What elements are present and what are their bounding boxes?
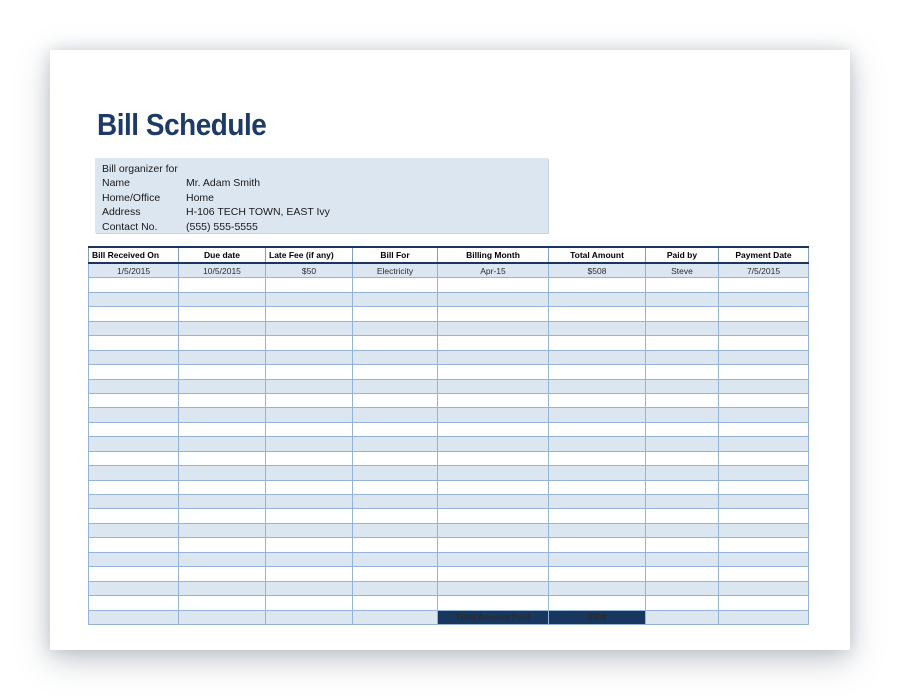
empty-cell[interactable] <box>89 480 179 494</box>
empty-cell[interactable] <box>353 509 438 523</box>
empty-cell[interactable] <box>719 278 809 292</box>
empty-cell[interactable] <box>646 292 719 306</box>
header-cell: Late Fee (if any) <box>266 247 353 263</box>
empty-cell[interactable] <box>89 350 179 364</box>
data-cell[interactable]: 1/5/2015 <box>89 263 179 278</box>
empty-cell[interactable] <box>266 350 353 364</box>
empty-cell[interactable] <box>438 451 549 465</box>
empty-cell[interactable] <box>179 480 266 494</box>
empty-cell[interactable] <box>549 422 646 436</box>
empty-cell[interactable] <box>549 278 646 292</box>
empty-cell[interactable] <box>353 292 438 306</box>
table-row-empty <box>89 278 809 292</box>
table-total-row <box>89 610 809 624</box>
empty-cell[interactable] <box>179 466 266 480</box>
empty-cell[interactable] <box>179 581 266 595</box>
empty-cell[interactable] <box>179 495 266 509</box>
empty-cell[interactable] <box>719 292 809 306</box>
empty-cell[interactable] <box>353 581 438 595</box>
empty-cell[interactable] <box>646 538 719 552</box>
empty-cell[interactable] <box>646 581 719 595</box>
empty-cell[interactable] <box>179 422 266 436</box>
empty-cell[interactable] <box>89 596 179 610</box>
table-row-empty <box>89 451 809 465</box>
empty-cell[interactable] <box>719 365 809 379</box>
table-row-empty <box>89 552 809 566</box>
empty-cell[interactable] <box>353 480 438 494</box>
empty-cell[interactable] <box>266 538 353 552</box>
empty-cell[interactable] <box>89 393 179 407</box>
empty-cell[interactable] <box>549 567 646 581</box>
empty-cell[interactable] <box>353 422 438 436</box>
empty-cell[interactable] <box>719 350 809 364</box>
document-page <box>50 50 850 650</box>
empty-cell[interactable] <box>179 292 266 306</box>
info-row-address <box>95 205 548 219</box>
bill-table <box>88 246 809 625</box>
empty-cell[interactable] <box>179 365 266 379</box>
empty-cell[interactable] <box>266 408 353 422</box>
header-cell: Bill Received On <box>89 247 179 263</box>
info-value-address[interactable]: H-106 TECH TOWN, EAST Ivy <box>186 206 330 219</box>
empty-cell[interactable] <box>179 567 266 581</box>
empty-cell[interactable] <box>646 567 719 581</box>
empty-cell[interactable] <box>266 393 353 407</box>
empty-cell[interactable] <box>89 379 179 393</box>
empty-cell[interactable] <box>719 552 809 566</box>
empty-cell[interactable] <box>438 292 549 306</box>
empty-cell[interactable] <box>89 538 179 552</box>
empty-cell[interactable] <box>89 581 179 595</box>
empty-cell[interactable] <box>353 437 438 451</box>
empty-cell[interactable] <box>549 336 646 350</box>
empty-cell[interactable] <box>179 393 266 407</box>
empty-cell[interactable] <box>646 523 719 537</box>
empty-cell[interactable] <box>89 567 179 581</box>
table-row-empty <box>89 292 809 306</box>
empty-cell[interactable] <box>266 365 353 379</box>
table-row-empty <box>89 307 809 321</box>
table-row-empty <box>89 523 809 537</box>
empty-cell[interactable] <box>266 552 353 566</box>
empty-cell[interactable] <box>266 596 353 610</box>
empty-cell[interactable] <box>438 350 549 364</box>
total-value-cell[interactable]: $508 <box>549 610 646 624</box>
table-row-empty <box>89 466 809 480</box>
empty-cell[interactable] <box>719 495 809 509</box>
empty-cell[interactable] <box>266 379 353 393</box>
info-value-home-office[interactable]: Home <box>186 191 215 204</box>
empty-cell[interactable] <box>438 437 549 451</box>
empty-cell[interactable] <box>179 596 266 610</box>
empty-cell[interactable] <box>266 480 353 494</box>
empty-cell[interactable] <box>646 336 719 350</box>
empty-cell[interactable] <box>353 495 438 509</box>
empty-cell[interactable] <box>353 552 438 566</box>
table-header-row <box>89 247 809 263</box>
table-row-empty <box>89 480 809 494</box>
empty-cell[interactable] <box>549 393 646 407</box>
data-cell[interactable]: Electricity <box>353 263 438 278</box>
empty-cell[interactable] <box>353 596 438 610</box>
empty-cell[interactable] <box>719 567 809 581</box>
empty-cell[interactable] <box>646 552 719 566</box>
empty-cell[interactable] <box>353 451 438 465</box>
table-row-empty <box>89 509 809 523</box>
empty-cell[interactable] <box>353 350 438 364</box>
empty-cell[interactable] <box>549 523 646 537</box>
table-row-empty <box>89 422 809 436</box>
empty-cell[interactable] <box>549 509 646 523</box>
empty-cell[interactable] <box>438 393 549 407</box>
empty-cell[interactable] <box>646 466 719 480</box>
empty-cell[interactable] <box>549 451 646 465</box>
empty-cell[interactable] <box>719 451 809 465</box>
empty-cell[interactable] <box>353 393 438 407</box>
empty-cell[interactable] <box>549 350 646 364</box>
empty-cell[interactable] <box>353 379 438 393</box>
empty-cell[interactable] <box>719 379 809 393</box>
empty-cell[interactable] <box>646 437 719 451</box>
total-label-cell: Total Amount Paid <box>438 610 549 624</box>
data-cell[interactable]: 7/5/2015 <box>719 263 809 278</box>
empty-cell[interactable] <box>89 278 179 292</box>
empty-cell[interactable] <box>89 451 179 465</box>
empty-cell[interactable] <box>438 567 549 581</box>
empty-cell[interactable] <box>266 610 353 624</box>
empty-cell[interactable] <box>646 379 719 393</box>
empty-cell[interactable] <box>266 292 353 306</box>
empty-cell[interactable] <box>549 480 646 494</box>
empty-cell[interactable] <box>646 350 719 364</box>
empty-cell[interactable] <box>89 408 179 422</box>
info-row-name <box>95 176 548 190</box>
table-row-empty <box>89 495 809 509</box>
empty-cell[interactable] <box>266 495 353 509</box>
empty-cell[interactable] <box>89 509 179 523</box>
table-row-empty <box>89 567 809 581</box>
empty-cell[interactable] <box>353 610 438 624</box>
empty-cell[interactable] <box>179 336 266 350</box>
empty-cell[interactable] <box>646 610 719 624</box>
empty-cell[interactable] <box>438 495 549 509</box>
empty-cell[interactable] <box>646 393 719 407</box>
table-row-empty <box>89 379 809 393</box>
empty-cell[interactable] <box>549 596 646 610</box>
empty-cell[interactable] <box>179 321 266 335</box>
empty-cell[interactable] <box>179 408 266 422</box>
empty-cell[interactable] <box>719 596 809 610</box>
empty-cell[interactable] <box>353 523 438 537</box>
info-row-contact <box>95 220 548 234</box>
empty-cell[interactable] <box>438 307 549 321</box>
empty-cell[interactable] <box>266 581 353 595</box>
empty-cell[interactable] <box>353 538 438 552</box>
empty-cell[interactable] <box>353 408 438 422</box>
page-title: Bill Schedule <box>97 107 267 142</box>
empty-cell[interactable] <box>353 307 438 321</box>
empty-cell[interactable] <box>438 365 549 379</box>
empty-cell[interactable] <box>646 509 719 523</box>
data-cell[interactable]: Apr-15 <box>438 263 549 278</box>
empty-cell[interactable] <box>719 480 809 494</box>
empty-cell[interactable] <box>719 422 809 436</box>
empty-cell[interactable] <box>266 278 353 292</box>
table-row-empty <box>89 393 809 407</box>
empty-cell[interactable] <box>266 509 353 523</box>
empty-cell[interactable] <box>719 466 809 480</box>
table-row-empty <box>89 365 809 379</box>
empty-cell[interactable] <box>646 278 719 292</box>
empty-cell[interactable] <box>438 552 549 566</box>
empty-cell[interactable] <box>646 365 719 379</box>
empty-cell[interactable] <box>646 422 719 436</box>
empty-cell[interactable] <box>179 307 266 321</box>
table-row-empty <box>89 596 809 610</box>
empty-cell[interactable] <box>549 379 646 393</box>
empty-cell[interactable] <box>89 523 179 537</box>
empty-cell[interactable] <box>719 509 809 523</box>
empty-cell[interactable] <box>179 437 266 451</box>
empty-cell[interactable] <box>438 538 549 552</box>
data-cell[interactable]: $508 <box>549 263 646 278</box>
bill-organizer-info-box <box>95 158 548 233</box>
header-cell: Billing Month <box>438 247 549 263</box>
header-cell: Paid by <box>646 247 719 263</box>
header-cell: Bill For <box>353 247 438 263</box>
empty-cell[interactable] <box>646 321 719 335</box>
empty-cell[interactable] <box>549 495 646 509</box>
empty-cell[interactable] <box>438 466 549 480</box>
empty-cell[interactable] <box>719 610 809 624</box>
empty-cell[interactable] <box>89 466 179 480</box>
empty-cell[interactable] <box>438 509 549 523</box>
header-cell: Due date <box>179 247 266 263</box>
empty-cell[interactable] <box>179 538 266 552</box>
empty-cell[interactable] <box>549 538 646 552</box>
empty-cell[interactable] <box>89 292 179 306</box>
empty-cell[interactable] <box>89 422 179 436</box>
empty-cell[interactable] <box>549 581 646 595</box>
empty-cell[interactable] <box>266 451 353 465</box>
empty-cell[interactable] <box>353 278 438 292</box>
empty-cell[interactable] <box>438 480 549 494</box>
empty-cell[interactable] <box>646 596 719 610</box>
empty-cell[interactable] <box>266 321 353 335</box>
empty-cell[interactable] <box>266 437 353 451</box>
table-row-empty <box>89 336 809 350</box>
info-label-home-office: Home/Office <box>102 191 161 204</box>
empty-cell[interactable] <box>89 495 179 509</box>
info-row-home-office <box>95 191 548 205</box>
empty-cell[interactable] <box>438 581 549 595</box>
empty-cell[interactable] <box>549 307 646 321</box>
empty-cell[interactable] <box>179 552 266 566</box>
empty-cell[interactable] <box>353 365 438 379</box>
table-row-empty <box>89 408 809 422</box>
empty-cell[interactable] <box>646 451 719 465</box>
info-value-contact[interactable]: (555) 555-5555 <box>186 220 258 233</box>
empty-cell[interactable] <box>719 307 809 321</box>
empty-cell[interactable] <box>646 495 719 509</box>
info-heading-row <box>95 162 548 176</box>
empty-cell[interactable] <box>179 523 266 537</box>
empty-cell[interactable] <box>438 422 549 436</box>
data-cell[interactable]: Steve <box>646 263 719 278</box>
empty-cell[interactable] <box>266 567 353 581</box>
empty-cell[interactable] <box>353 321 438 335</box>
empty-cell[interactable] <box>549 321 646 335</box>
info-heading: Bill organizer for <box>102 163 178 175</box>
empty-cell[interactable] <box>719 321 809 335</box>
empty-cell[interactable] <box>438 321 549 335</box>
empty-cell[interactable] <box>719 523 809 537</box>
table-row-empty <box>89 321 809 335</box>
info-label-name: Name <box>102 177 131 190</box>
data-cell[interactable]: 10/5/2015 <box>179 263 266 278</box>
table-row-empty <box>89 437 809 451</box>
info-value-name[interactable]: Mr. Adam Smith <box>186 177 261 190</box>
info-label-contact: Contact No. <box>102 220 158 233</box>
empty-cell[interactable] <box>438 278 549 292</box>
empty-cell[interactable] <box>353 466 438 480</box>
empty-cell[interactable] <box>353 336 438 350</box>
info-label-address: Address <box>102 206 141 219</box>
empty-cell[interactable] <box>438 596 549 610</box>
empty-cell[interactable] <box>438 408 549 422</box>
empty-cell[interactable] <box>266 466 353 480</box>
empty-cell[interactable] <box>549 466 646 480</box>
empty-cell[interactable] <box>179 350 266 364</box>
empty-cell[interactable] <box>89 437 179 451</box>
empty-cell[interactable] <box>438 523 549 537</box>
table-row-data <box>89 263 809 278</box>
empty-cell[interactable] <box>549 408 646 422</box>
empty-cell[interactable] <box>89 336 179 350</box>
empty-cell[interactable] <box>179 610 266 624</box>
empty-cell[interactable] <box>719 408 809 422</box>
empty-cell[interactable] <box>179 509 266 523</box>
empty-cell[interactable] <box>89 321 179 335</box>
empty-cell[interactable] <box>549 365 646 379</box>
header-cell: Total Amount <box>549 247 646 263</box>
empty-cell[interactable] <box>89 365 179 379</box>
empty-cell[interactable] <box>646 307 719 321</box>
empty-cell[interactable] <box>719 437 809 451</box>
empty-cell[interactable] <box>179 278 266 292</box>
empty-cell[interactable] <box>179 451 266 465</box>
empty-cell[interactable] <box>266 307 353 321</box>
empty-cell[interactable] <box>89 307 179 321</box>
empty-cell[interactable] <box>89 552 179 566</box>
empty-cell[interactable] <box>549 437 646 451</box>
table-row-empty <box>89 538 809 552</box>
empty-cell[interactable] <box>719 336 809 350</box>
bill-table-container <box>88 246 809 625</box>
empty-cell[interactable] <box>719 538 809 552</box>
empty-cell[interactable] <box>646 408 719 422</box>
empty-cell[interactable] <box>719 581 809 595</box>
empty-cell[interactable] <box>719 393 809 407</box>
empty-cell[interactable] <box>266 422 353 436</box>
header-cell: Payment Date <box>719 247 809 263</box>
empty-cell[interactable] <box>549 552 646 566</box>
empty-cell[interactable] <box>438 379 549 393</box>
empty-cell[interactable] <box>353 567 438 581</box>
empty-cell[interactable] <box>89 610 179 624</box>
empty-cell[interactable] <box>646 480 719 494</box>
empty-cell[interactable] <box>549 292 646 306</box>
data-cell[interactable]: $50 <box>266 263 353 278</box>
empty-cell[interactable] <box>266 336 353 350</box>
empty-cell[interactable] <box>179 379 266 393</box>
empty-cell[interactable] <box>438 336 549 350</box>
table-row-empty <box>89 581 809 595</box>
table-row-empty <box>89 350 809 364</box>
empty-cell[interactable] <box>266 523 353 537</box>
